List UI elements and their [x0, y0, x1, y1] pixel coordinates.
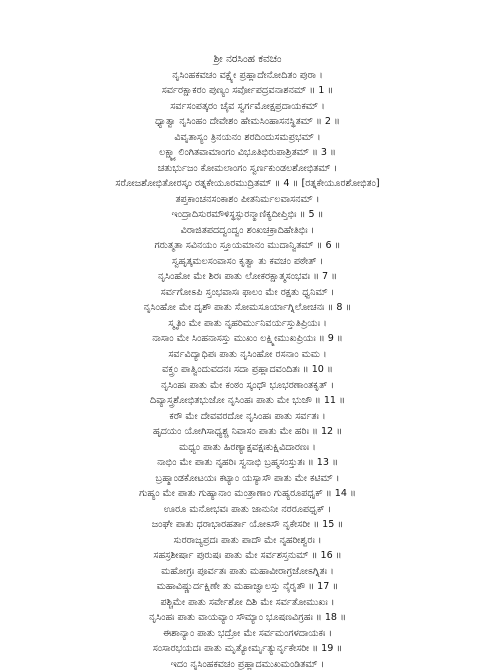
verse-line: ಮಹೋಗ್ರಃ ಪೂರ್ವತಃ ಪಾತು ಮಹಾವೀರಾಗ್ರಜೋಽಗ್ನಿತಃ । [0, 564, 495, 580]
verse-line: ಚತುರ್ಭುಜಂ ಕೋಮಲಾಂಗಂ ಸ್ವರ್ಣಕುಂಡಲಶೋಭಿತಮ್ । [0, 161, 495, 177]
verse-line: ಜಂಘೇ ಪಾತು ಧರಾಭಾರಹರ್ತಾ ಯೋಽಸೌ ನೃಕೇಸರೀ ॥ 15 ॥ [0, 517, 495, 533]
verse-line: ಗುಹ್ಯಂ ಮೇ ಪಾತು ಗುಹ್ಯಾನಾಂ ಮಂತ್ರಾಣಾಂ ಗುಹ್ಯರೂಪಧೃಕ್ ॥ 14 ॥ [0, 486, 495, 502]
verse-line: ಮಹಾವಿಷ್ಣುರ್ದಕ್ಷಿಣೇ ತು ಮಹಾಜ್ವಾಲಸ್ತು ನೈರೃತೌ ॥ 17 ॥ [0, 579, 495, 595]
verse-line: ಸಹಸ್ರಶೀರ್ಷಾ ಪುರುಷಃ ಪಾತು ಮೇ ಸರ್ವಶಸ್ತನುಮ್ ॥ 16 ॥ [0, 548, 495, 564]
verse-line: ಮಧ್ಯಂ ಪಾತು ಹಿರಣ್ಯಾಕ್ಷವಕ್ಷಃಕುಕ್ಷಿವಿದಾರಣಃ । [0, 440, 495, 456]
document-title: ಶ್ರೀ ನರಸಿಂಹ ಕವಚಂ [0, 52, 495, 68]
verse-line: ತಪ್ತಕಾಂಚನಸಂಕಾಶಂ ಪೀತನಿರ್ಮಲವಾಸನಮ್ । [0, 192, 495, 208]
verse-line: ಸರೋಜಶೋಭಿತೋರಸ್ಕಂ ರತ್ನಕೇಯೂರಮುದ್ರಿತಮ್ ॥ 4 ॥ [ರತ್ನಕೇಯೂರಶೋಭಿತಂ] [0, 176, 495, 192]
verse-line: ಸರ್ವವಿದ್ಯಾಧಿಪಃ ಪಾತು ನೃಸಿಂಹೋ ರಸನಾಂ ಮಮ । [0, 347, 495, 363]
verse-line: ಕರೌ ಮೇ ದೇವವರದೋ ನೃಸಿಂಹಃ ಪಾತು ಸರ್ವತಃ । [0, 409, 495, 425]
verse-line: ಸರ್ವಸಂಪತ್ಕರಂ ಚೈವ ಸ್ವರ್ಗಮೋಕ್ಷಪ್ರದಾಯಕಮ್ । [0, 99, 495, 115]
verse-line: ಸ್ವಹೃತ್ಕಮಲಸಂವಾಸಂ ಕೃತ್ವಾ ತು ಕವಚಂ ಪಠೇತ್ । [0, 254, 495, 270]
kavacham-text [0, 52, 495, 672]
verse-line: ಸರ್ವರಕ್ಷಾಕರಂ ಪುಣ್ಯಂ ಸರ್ವೋಪದ್ರವನಾಶನಮ್ ॥ 1 ॥ [0, 83, 495, 99]
verse-line: ದಿವ್ಯಾಸ್ತ್ರಶೋಭಿತಭುಜೋ ನೃಸಿಂಹಃ ಪಾತು ಮೇ ಭುಜೌ ॥ 11 ॥ [0, 393, 495, 409]
verse-line: ನೃಸಿಂಹಃ ಪಾತು ಮೇ ಕಂಠಂ ಸ್ಕಂಧೌ ಭೂಭರಣಾಂತಕೃತ್ । [0, 378, 495, 394]
verse-line: ಊರೂ ಮನೋಭವಃ ಪಾತು ಜಾನುನೀ ನರರೂಪಧೃಕ್ । [0, 502, 495, 518]
verse-line: ಸರ್ವಗೋಽಪಿ ಸ್ತಂಭವಾಸಃ ಫಾಲಂ ಮೇ ರಕ್ಷತು ಧ್ವನಿಮ್ । [0, 285, 495, 301]
verse-line: ಈಶಾನ್ಯಾಂ ಪಾತು ಭದ್ರೋ ಮೇ ಸರ್ವಮಂಗಳದಾಯಕಃ । [0, 626, 495, 642]
verse-line: ವಕ್ತ್ರಂ ಪಾತ್ವಿಂದುವದನಃ ಸದಾ ಪ್ರಹ್ಲಾದವಂದಿತಃ ॥ 10 ॥ [0, 362, 495, 378]
verse-line: ನೃಸಿಂಹಃ ಪಾತು ವಾಯವ್ಯಾಂ ಸೌಮ್ಯಾಂ ಭೂಷಣವಿಗ್ರಹಃ ॥ 18 ॥ [0, 610, 495, 626]
verse-line: ಸುರರಾಜ್ಯಪ್ರದಃ ಪಾತು ಪಾದೌ ಮೇ ನೃಹರೀಶ್ವರಃ । [0, 533, 495, 549]
verse-line: ಇದಂ ನೃಸಿಂಹಕವಚಂ ಪ್ರಹ್ಲಾದಮುಖಮಂಡಿತಮ್ । [0, 657, 495, 672]
verse-line: ವಿರಾಜಿತಪದದ್ವಂದ್ವಂ ಶಂಖಚಕ್ರಾದಿಹೇತಿಭಿಃ । [0, 223, 495, 239]
verse-line: ನಾಸಾಂ ಮೇ ಸಿಂಹನಾಸಸ್ತು ಮುಖಂ ಲಕ್ಷ್ಮೀಮುಖಪ್ರಿಯಃ ॥ 9 ॥ [0, 331, 495, 347]
verse-line: ಹೃದಯಂ ಯೋಗಿಸಾಧ್ಯಶ್ಚ ನಿವಾಸಂ ಪಾತು ಮೇ ಹರಿಃ ॥ 12 ॥ [0, 424, 495, 440]
verse-line: ಇಂದ್ರಾದಿಸುರಮೌಳಿಸ್ಥಸ್ಫುರನ್ಮಾಣಿಕ್ಯದೀಪ್ತಿಭಿಃ ॥ 5 ॥ [0, 207, 495, 223]
verse-line: ನೃಸಿಂಹೋ ಮೇ ದೃಶೌ ಪಾತು ಸೋಮಸೂರ್ಯಾಗ್ನಿಲೋಚನಃ ॥ 8 ॥ [0, 300, 495, 316]
verse-line: ನೃಸಿಂಹಕವಚಂ ವಕ್ಷ್ಯೇ ಪ್ರಹ್ಲಾದೇನೋದಿತಂ ಪುರಾ । [0, 68, 495, 84]
verse-line: ಪಶ್ಚಿಮೇ ಪಾತು ಸರ್ವೇಶೋ ದಿಶಿ ಮೇ ಸರ್ವತೋಮುಖಃ । [0, 595, 495, 611]
verse-line: ಲಕ್ಷ್ಮ್ಯಾಲಿಂಗಿತವಾಮಾಂಗಂ ವಿಭೂತಿಭಿರುಪಾಶ್ರಿತಮ್ ॥ 3 ॥ [0, 145, 495, 161]
verse-line: ವಿವೃತಾಸ್ಯಂ ತ್ರಿನಯನಂ ಶರದಿಂದುಸಮಪ್ರಭಮ್ । [0, 130, 495, 146]
verse-line: ಧ್ಯಾತ್ವಾ ನೃಸಿಂಹಂ ದೇವೇಶಂ ಹೇಮಸಿಂಹಾಸನಸ್ಥಿತಮ್ ॥ 2 ॥ [0, 114, 495, 130]
verse-line: ಸಂಸಾರಭಯದಃ ಪಾತು ಮೃತ್ಯೋರ್ಮೃತ್ಯುರ್ನೃಕೇಸರೀ ॥ 19 ॥ [0, 641, 495, 657]
verse-line: ನೃಸಿಂಹೋ ಮೇ ಶಿರಃ ಪಾತು ಲೋಕರಕ್ಷಾತ್ಮಸಂಭವಃ ॥ 7 ॥ [0, 269, 495, 285]
verse-line: ನಾಭಿಂ ಮೇ ಪಾತು ನೃಹರಿಃ ಸ್ವನಾಭಿ ಬ್ರಹ್ಮಸಂಸ್ತುತಃ ॥ 13 ॥ [0, 455, 495, 471]
verse-line: ಸ್ಮೃತಿಂ ಮೇ ಪಾತು ನೃಹರಿರ್ಮುನಿವರ್ಯಸ್ತುತಿಪ್ರಿಯಃ । [0, 316, 495, 332]
verse-line: ಗರುತ್ಮತಾ ಸವಿನಯಂ ಸ್ತೂಯಮಾನಂ ಮುದಾನ್ವಿತಮ್ ॥ 6 ॥ [0, 238, 495, 254]
verse-line: ಬ್ರಹ್ಮಾಂಡಕೋಟಯಃ ಕಟ್ಯಾಂ ಯಸ್ಯಾಸೌ ಪಾತು ಮೇ ಕಟಿಮ್ । [0, 471, 495, 487]
